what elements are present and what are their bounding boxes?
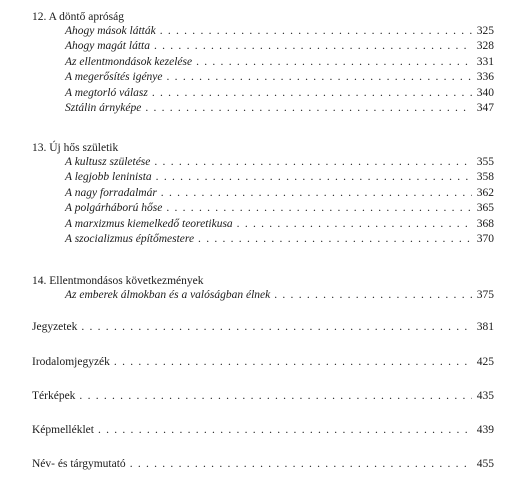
- toc-entry[interactable]: [32, 55, 494, 70]
- page-number: 325: [476, 24, 494, 37]
- page-number: 355: [476, 155, 494, 168]
- page-number: 328: [476, 40, 494, 53]
- section-index: [32, 457, 494, 472]
- dot-leader: [114, 355, 472, 370]
- dot-leader: [160, 24, 472, 39]
- dot-leader: [166, 201, 472, 216]
- chapter-title: 13. Új hős születik: [32, 142, 119, 154]
- entry-title: A polgárháború hőse: [65, 202, 163, 215]
- entry-title: A megerősítés igénye: [65, 71, 163, 84]
- dot-leader: [98, 423, 472, 438]
- page-number: 375: [476, 288, 494, 301]
- toc-entry[interactable]: [32, 389, 494, 404]
- entry-title: Az ellentmondások kezelése: [65, 55, 193, 68]
- entry-title: Név- és tárgymutató: [32, 457, 126, 470]
- toc-entry[interactable]: [32, 320, 494, 335]
- toc-entry[interactable]: [32, 86, 494, 101]
- section-maps: [32, 389, 494, 404]
- page-number: 347: [476, 101, 494, 114]
- dot-leader: [152, 86, 472, 101]
- entry-title: Képmelléklet: [32, 423, 94, 436]
- dot-leader: [145, 101, 472, 116]
- page-number: 439: [476, 423, 494, 436]
- chapter-14: [32, 274, 494, 303]
- entry-title: A nagy forradalmár: [65, 186, 157, 199]
- chapter-title: 12. A döntő apróság: [32, 11, 124, 23]
- entry-title: Ahogy mások látták: [65, 24, 156, 37]
- toc-entry[interactable]: [32, 101, 494, 116]
- page-number: 435: [476, 389, 494, 402]
- toc-entry[interactable]: [32, 70, 494, 85]
- page-number: 381: [476, 320, 494, 333]
- page-number: 370: [476, 232, 494, 245]
- entry-title: Jegyzetek: [32, 320, 78, 333]
- dot-leader: [237, 217, 472, 232]
- page-number: 336: [476, 71, 494, 84]
- page-number: 340: [476, 86, 494, 99]
- toc-entry[interactable]: [32, 232, 494, 247]
- page-number: 368: [476, 217, 494, 230]
- dot-leader: [154, 155, 472, 170]
- dot-leader: [130, 457, 472, 472]
- page-number: 455: [476, 457, 494, 470]
- dot-leader: [167, 70, 472, 85]
- entry-title: Irodalomjegyzék: [32, 355, 110, 368]
- entry-title: Sztálin árnyképe: [65, 101, 142, 114]
- page-number: 358: [476, 171, 494, 184]
- section-bibliography: [32, 355, 494, 370]
- chapter-13: [32, 141, 494, 247]
- page-number: 362: [476, 186, 494, 199]
- page-number: 365: [476, 202, 494, 215]
- entry-title: Ahogy magát látta: [65, 40, 150, 53]
- chapter-12: [32, 10, 494, 116]
- dot-leader: [161, 186, 472, 201]
- page-number: 425: [476, 355, 494, 368]
- chapter-title: 14. Ellentmondásos következmények: [32, 275, 204, 287]
- toc-entry[interactable]: [32, 217, 494, 232]
- dot-leader: [274, 288, 472, 303]
- entry-title: Térképek: [32, 389, 76, 402]
- toc-entry[interactable]: [32, 170, 494, 185]
- toc-entry[interactable]: [32, 155, 494, 170]
- dot-leader: [196, 55, 472, 70]
- toc-entry[interactable]: [32, 423, 494, 438]
- entry-title: A kultusz születése: [65, 155, 151, 168]
- dot-leader: [81, 320, 472, 335]
- entry-title: A megtorló válasz: [65, 86, 148, 99]
- entry-title: A legjobb leninista: [65, 171, 152, 184]
- dot-leader: [79, 389, 472, 404]
- dot-leader: [156, 170, 472, 185]
- toc-entry[interactable]: [32, 39, 494, 54]
- toc-entry[interactable]: [32, 288, 494, 303]
- dot-leader: [198, 232, 472, 247]
- toc-entry[interactable]: [32, 457, 494, 472]
- toc-entry[interactable]: [32, 24, 494, 39]
- toc-entry[interactable]: [32, 355, 494, 370]
- dot-leader: [154, 39, 472, 54]
- entry-title: Az emberek álmokban és a valóságban élnek: [65, 288, 271, 301]
- section-plates: [32, 423, 494, 438]
- toc-entry[interactable]: [32, 186, 494, 201]
- page-number: 331: [476, 55, 494, 68]
- toc-entry[interactable]: [32, 201, 494, 216]
- entry-title: A marxizmus kiemelkedő teoretikusa: [65, 217, 233, 230]
- entry-title: A szocializmus építőmestere: [65, 232, 195, 245]
- section-notes: [32, 320, 494, 335]
